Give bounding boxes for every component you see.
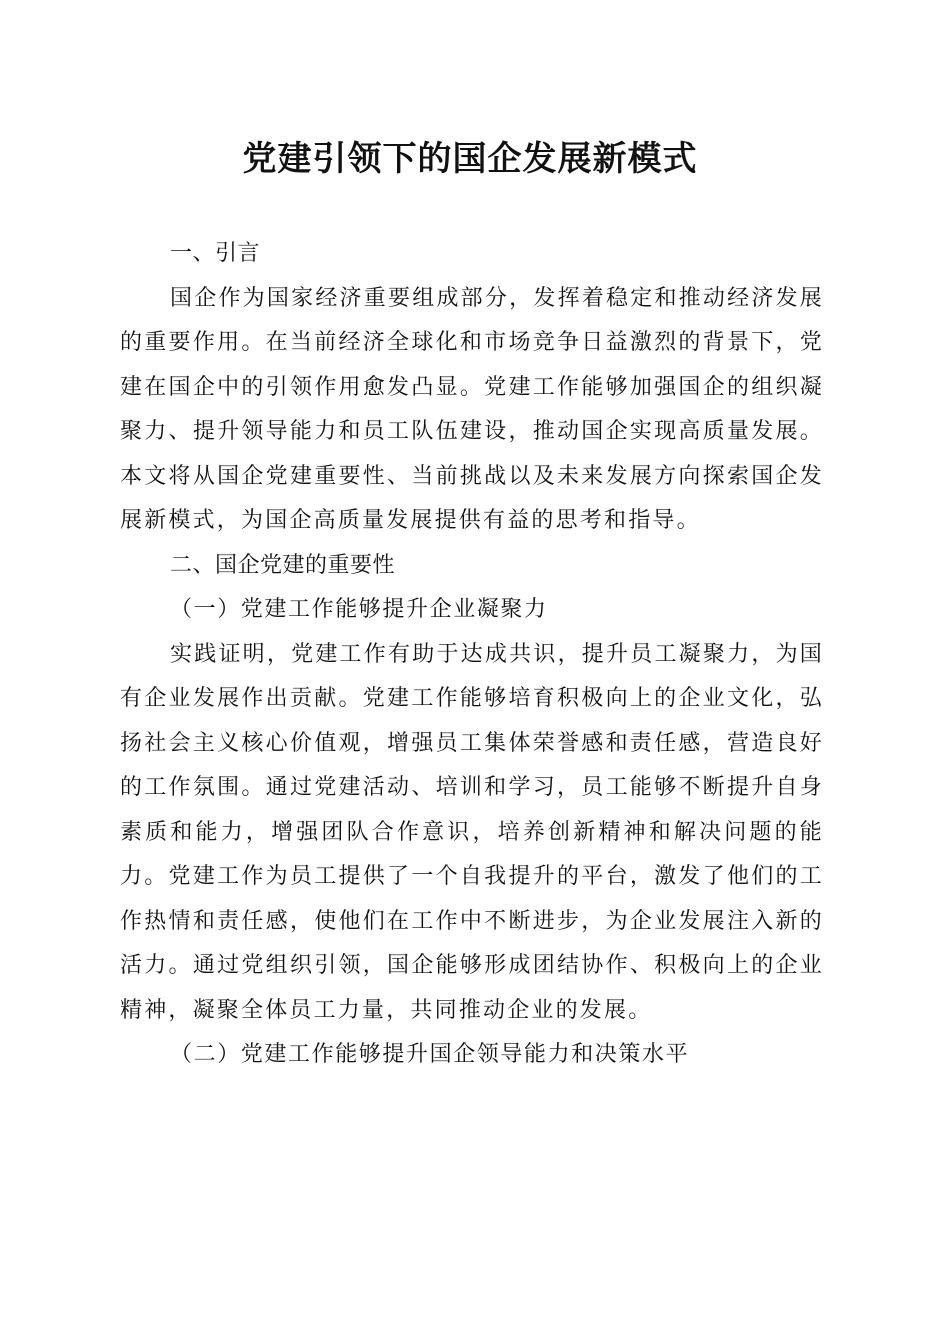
paragraph-cohesion: 实践证明，党建工作有助于达成共识，提升员工凝聚力，为国有企业发展作出贡献。党建工作能够培育积极向上的企业文化，弘扬社会主义核心价值观，增强员工集体荣誉感和责任感，营造良好的工作氛围。通过党建活动、培训和学习，员工能够不断提升自身素质和能力，增强团队合作意识，培养创新精神和解决问题的能力。党建工作为员工提供了一个自我提升的平台，激发了他们的工作热情和责任感，使他们在工作中不断进步，为企业发展注入新的活力。通过党组织引领，国企能够形成团结协作、积极向上的企业精神，凝聚全体员工力量，共同推动企业的发展。 [120, 641, 824, 1023]
document-title: 党建引领下的国企发展新模式 [242, 139, 698, 179]
document-body [120, 232, 824, 1078]
subsection-heading-cohesion: （一）党建工作能够提升企业凝聚力 [170, 597, 548, 622]
paragraph-introduction: 国企作为国家经济重要组成部分，发挥着稳定和推动经济发展的重要作用。在当前经济全球化和市场竞争日益激烈的背景下，党建在国企中的引领作用愈发凸显。党建工作能够加强国企的组织凝聚力、提升领导能力和员工队伍建设，推动国企实现高质量发展。本文将从国企党建重要性、当前挑战以及未来发展方向探索国企发展新模式，为国企高质量发展提供有益的思考和指导。 [120, 285, 824, 533]
section-heading-introduction: 一、引言 [170, 241, 261, 266]
subsection-heading-leadership: （二）党建工作能够提升国企领导能力和决策水平 [170, 1042, 690, 1067]
section-heading-importance: 二、国企党建的重要性 [170, 552, 396, 578]
